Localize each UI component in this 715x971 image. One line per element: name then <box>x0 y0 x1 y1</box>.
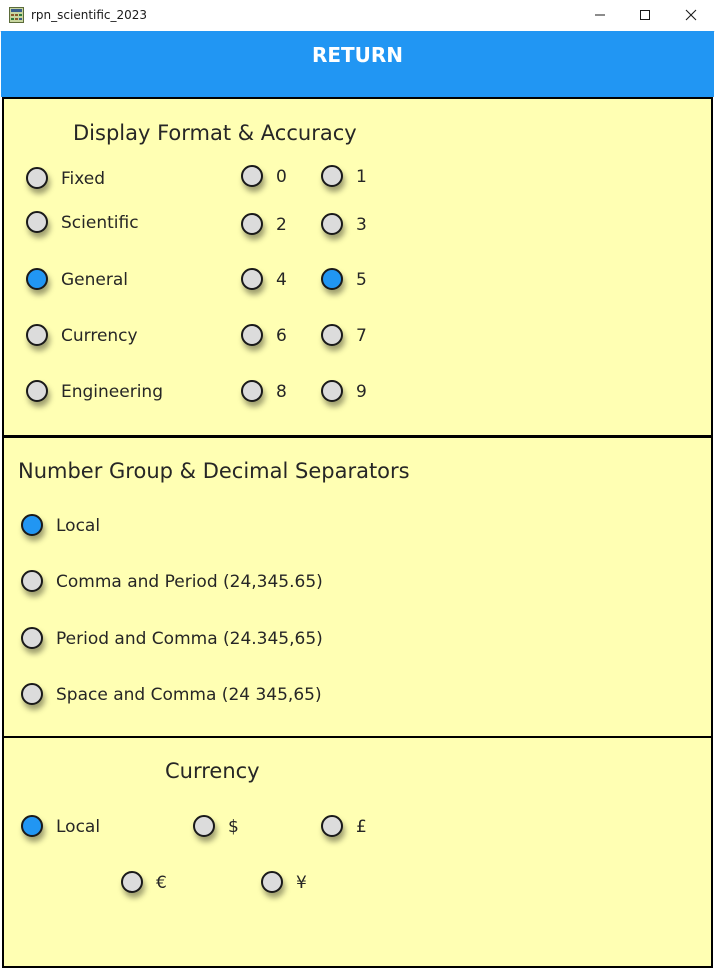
digit-radio-9[interactable] <box>321 380 343 402</box>
digit-radio-5[interactable] <box>321 268 343 290</box>
format-radio-general[interactable] <box>26 268 48 290</box>
digit-radio-6[interactable] <box>241 324 263 346</box>
digit-radio-4[interactable] <box>241 268 263 290</box>
return-button[interactable] <box>1 31 714 97</box>
format-label-currency: Currency <box>61 326 138 346</box>
window-title-bar <box>0 0 715 32</box>
close-button[interactable] <box>668 0 714 31</box>
currency-radio-yen[interactable] <box>261 871 283 893</box>
currency-label-local: Local <box>56 817 101 837</box>
digit-label-3: 3 <box>356 215 367 235</box>
digit-label-7: 7 <box>356 326 367 346</box>
digit-radio-7[interactable] <box>321 324 343 346</box>
format-radio-scientific[interactable] <box>26 211 48 233</box>
currency-radio-pound[interactable] <box>321 815 343 837</box>
digit-label-1: 1 <box>356 167 367 187</box>
separator-label-comma-period: Comma and Period (24,345.65) <box>56 572 323 592</box>
display-format-title: Display Format & Accuracy <box>73 121 357 145</box>
separators-panel <box>2 436 713 738</box>
maximize-icon <box>639 9 651 21</box>
format-label-fixed: Fixed <box>61 169 106 189</box>
digit-radio-1[interactable] <box>321 165 343 187</box>
maximize-button[interactable] <box>622 0 668 31</box>
app-icon <box>9 7 24 23</box>
window-title: rpn_scientific_2023 <box>31 8 148 22</box>
minimize-icon <box>594 9 606 21</box>
currency-radio-local[interactable] <box>21 815 43 837</box>
format-label-engineering: Engineering <box>61 382 163 402</box>
format-radio-fixed[interactable] <box>26 167 48 189</box>
digit-label-4: 4 <box>276 270 287 290</box>
separator-radio-comma-period[interactable] <box>21 570 43 592</box>
currency-panel <box>2 736 713 968</box>
digit-label-9: 9 <box>356 382 367 402</box>
minimize-button[interactable] <box>577 0 623 31</box>
currency-label-euro: € <box>156 873 167 893</box>
currency-radio-euro[interactable] <box>121 871 143 893</box>
display-format-panel <box>2 97 713 437</box>
currency-label-dollar: $ <box>228 817 239 837</box>
digit-label-2: 2 <box>276 215 287 235</box>
currency-radio-dollar[interactable] <box>193 815 215 837</box>
digit-label-5: 5 <box>356 270 367 290</box>
digit-label-6: 6 <box>276 326 287 346</box>
digit-label-0: 0 <box>276 167 287 187</box>
currency-title: Currency <box>165 759 260 783</box>
separator-radio-period-comma[interactable] <box>21 627 43 649</box>
separator-radio-local[interactable] <box>21 514 43 536</box>
format-radio-currency[interactable] <box>26 324 48 346</box>
separator-label-local: Local <box>56 516 101 536</box>
format-radio-engineering[interactable] <box>26 380 48 402</box>
format-label-scientific: Scientific <box>61 213 139 233</box>
digit-radio-2[interactable] <box>241 213 263 235</box>
currency-label-pound: £ <box>356 817 367 837</box>
separator-label-space-comma: Space and Comma (24 345,65) <box>56 685 322 705</box>
digit-radio-0[interactable] <box>241 165 263 187</box>
digit-label-8: 8 <box>276 382 287 402</box>
close-icon <box>685 9 697 21</box>
return-label: RETURN <box>311 43 404 67</box>
format-label-general: General <box>61 270 128 290</box>
currency-label-yen: ¥ <box>296 873 307 893</box>
separator-radio-space-comma[interactable] <box>21 683 43 705</box>
digit-radio-3[interactable] <box>321 213 343 235</box>
separator-label-period-comma: Period and Comma (24.345,65) <box>56 629 323 649</box>
separators-title: Number Group & Decimal Separators <box>18 459 410 483</box>
digit-radio-8[interactable] <box>241 380 263 402</box>
